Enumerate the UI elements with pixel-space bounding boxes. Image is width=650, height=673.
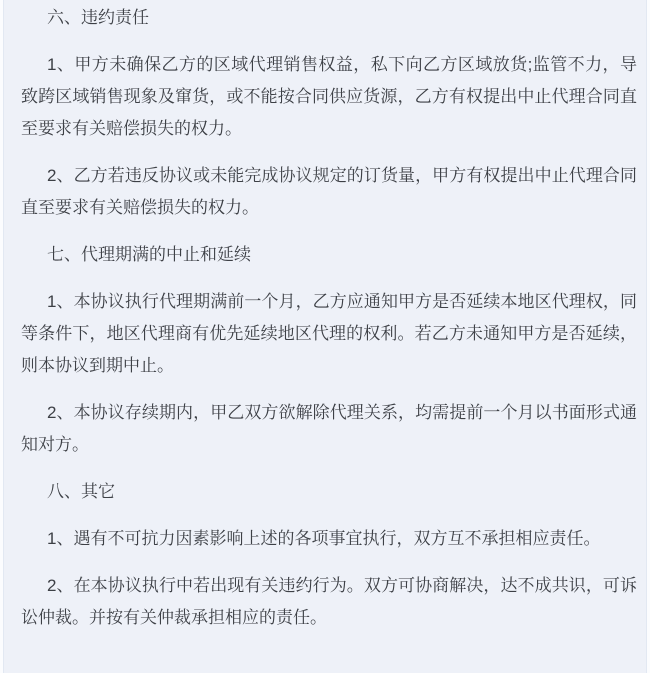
section-heading: 七、代理期满的中止和延续 <box>47 245 251 264</box>
contract-paragraph: 2、本协议存续期内，甲乙双方欲解除代理关系，均需提前一个月以书面形式通知对方。 <box>21 403 637 454</box>
contract-paragraph: 2、在本协议执行中若出现有关违约行为。双方可协商解决，达不成共识，可诉讼仲裁。并按有关仲裁承担相应的责任。 <box>21 576 637 627</box>
contract-paragraph: 1、本协议执行代理期满前一个月，乙方应通知甲方是否延续本地区代理权，同等条件下，地区代理商有优先延续地区代理的权利。若乙方未通知甲方是否延续，则本协议到期中止。 <box>21 292 637 375</box>
contract-paragraph: 1、甲方未确保乙方的区域代理销售权益，私下向乙方区域放货;监管不力，导致跨区域销售现象及窜货，或不能按合同供应货源，乙方有权提出中止代理合同直至要求有关赔偿损失的权力。 <box>21 55 637 138</box>
contract-paragraph: 2、乙方若违反协议或未能完成协议规定的订货量，甲方有权提出中止代理合同直至要求有关赔偿损失的权力。 <box>21 166 637 217</box>
contract-paragraph: 1、遇有不可抗力因素影响上述的各项事宜执行，双方互不承担相应责任。 <box>47 529 601 548</box>
section-heading: 六、违约责任 <box>47 8 149 27</box>
section-heading: 八、其它 <box>47 482 115 501</box>
contract-document <box>3 0 647 673</box>
